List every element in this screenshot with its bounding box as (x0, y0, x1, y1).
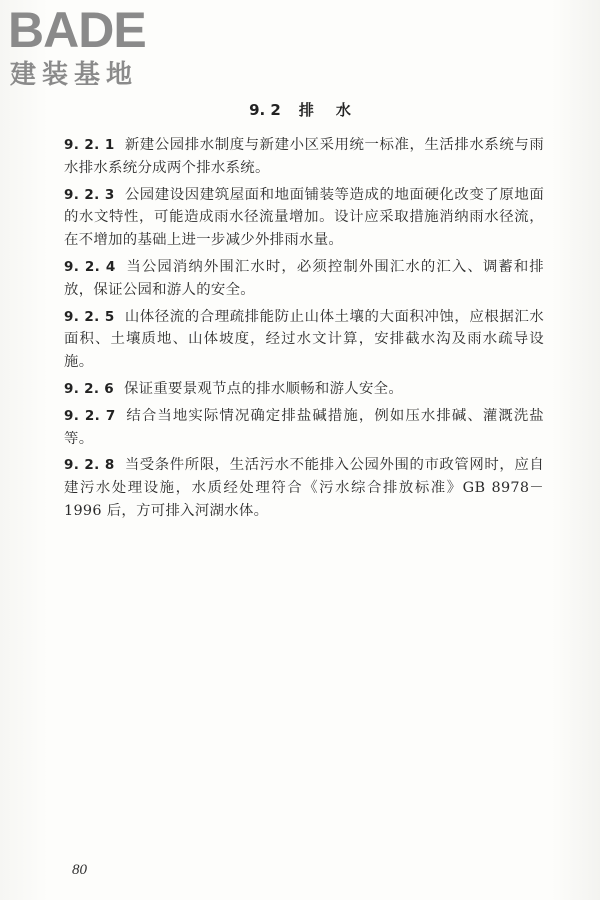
clause-9-2-7 (64, 405, 544, 451)
clause-text: 当公园消纳外围汇水时，必须控制外围汇水的汇入、调蓄和排放，保证公园和游人的安全。 (64, 258, 545, 298)
clause-9-2-8 (64, 454, 544, 522)
section-title-char-1: 排 (298, 101, 314, 119)
section-title-char-2: 水 (335, 101, 351, 119)
clause-9-2-6 (64, 378, 544, 401)
clause-9-2-5 (64, 306, 544, 374)
clause-number: 9. 2. 3 (64, 186, 115, 203)
clause-number: 9. 2. 6 (64, 380, 114, 397)
clause-text: 公园建设因建筑屋面和地面铺装等造成的地面硬化改变了原地面的水文特性，可能造成雨水径流量增加。设计应采取措施消纳雨水径流，在不增加的基础上进一步减少外排雨水量。 (64, 186, 545, 249)
clause-number: 9. 2. 4 (64, 258, 116, 275)
clause-number: 9. 2. 5 (64, 308, 115, 325)
clause-text: 结合当地实际情况确定排盐碱措施，例如压水排碱、灌溉洗盐等。 (64, 407, 545, 447)
section-title (0, 100, 600, 120)
clause-text: 新建公园排水制度与新建小区采用统一标准，生活排水系统与雨水排水系统分成两个排水系统。 (64, 137, 545, 176)
clause-9-2-1 (64, 134, 544, 180)
clause-number: 9. 2. 1 (64, 137, 115, 153)
page-number: 80 (72, 862, 87, 878)
clause-list (64, 134, 544, 527)
clause-number: 9. 2. 8 (64, 457, 115, 474)
clause-text: 当受条件所限，生活污水不能排入公园外围的市政管网时，应自建污水处理设施，水质经处理符合《污水综合排放标准》GB 8978－1996 后，方可排入河湖水体。 (64, 457, 545, 519)
clause-number: 9. 2. 7 (64, 407, 116, 424)
watermark-subtitle: 建装基地 (10, 60, 139, 90)
section-number: 9. 2 (249, 101, 281, 119)
clause-text: 保证重要景观节点的排水顺畅和游人安全。 (123, 380, 404, 397)
watermark-brand: BADE (8, 2, 146, 58)
clause-9-2-4 (64, 256, 544, 302)
clause-9-2-3 (64, 184, 544, 252)
clause-text: 山体径流的合理疏排能防止山体土壤的大面积冲蚀，应根据汇水面积、土壤质地、山体坡度，经过水文计算，安排截水沟及雨水疏导设施。 (64, 308, 545, 371)
watermark-logo (8, 2, 178, 97)
